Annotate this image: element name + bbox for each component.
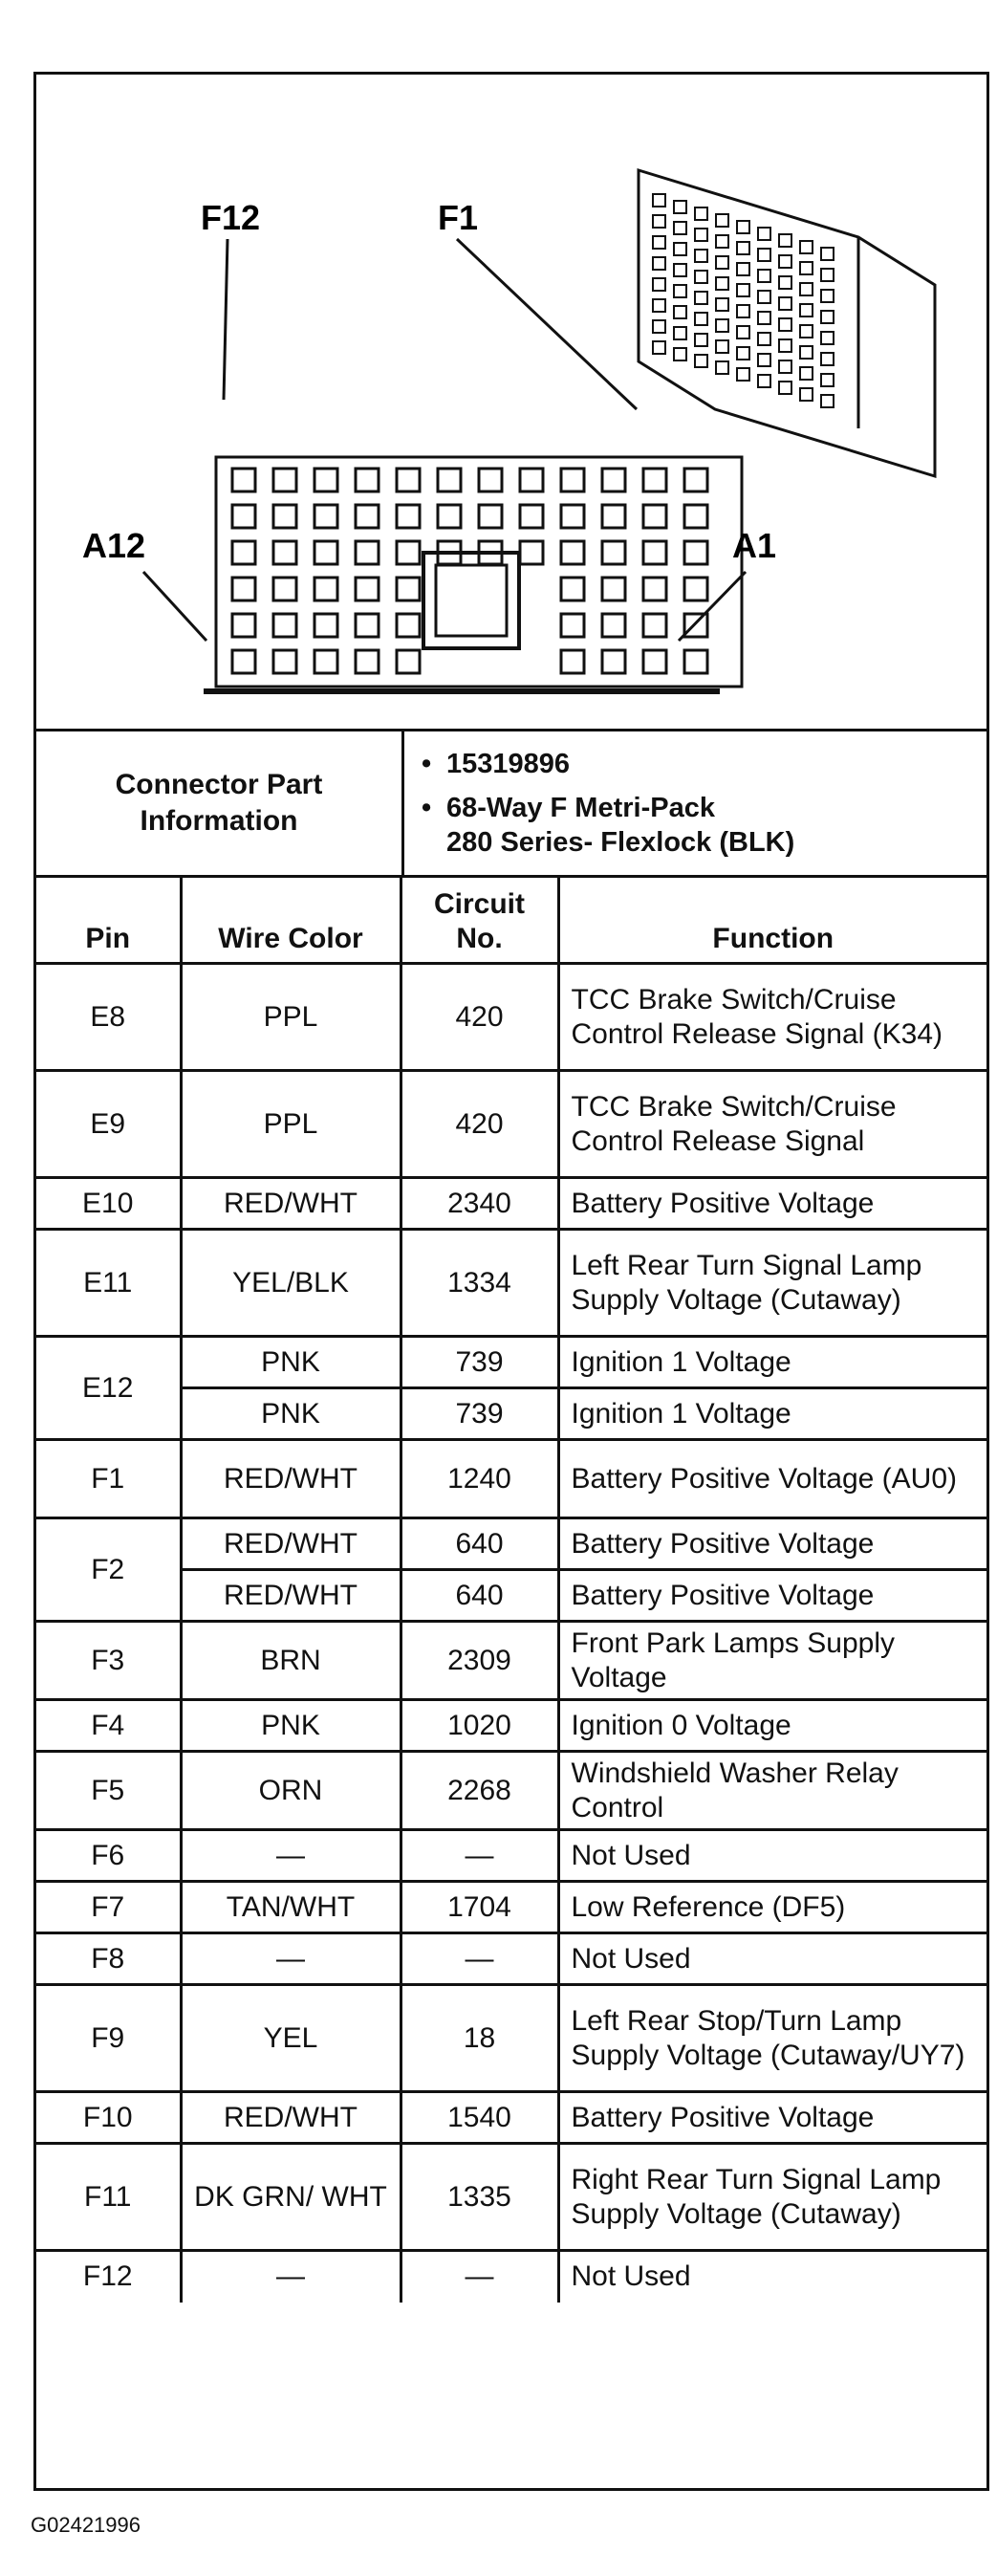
function-cell: Not Used [558,1933,986,1985]
pin-cavity [356,650,379,673]
table-row [36,1178,986,1230]
leader-f1 [457,239,637,409]
table-row [36,1337,986,1388]
pin-cavity [232,650,255,673]
function-cell: Battery Positive Voltage [558,2092,986,2144]
pin-cavity [356,505,379,528]
pin-cavity [232,541,255,564]
pin-cavity [273,650,296,673]
pin-cavity [314,541,337,564]
function-cell: Low Reference (DF5) [558,1882,986,1933]
table-row [36,1985,986,2092]
connector-sheet [33,72,989,2491]
circuit-cell: 1704 [401,1882,558,1933]
table-row [36,2092,986,2144]
table-row [36,1622,986,1700]
connector-isometric-view [639,170,935,476]
pin-cavity [520,469,543,491]
pin-cavity [561,505,584,528]
part-number: 15319896 [446,749,571,779]
circuit-cell: 640 [401,1518,558,1570]
table-row [36,1230,986,1337]
circuit-cell: 420 [401,1071,558,1178]
wire-color-cell: BRN [181,1622,401,1700]
pin-cavity [273,614,296,637]
pin-cavity [561,469,584,491]
pin-cavity [273,469,296,491]
connector-center-lock [423,553,519,648]
wire-color-cell: DK GRN/ WHT [181,2144,401,2251]
pin-cavity [356,469,379,491]
pin-cell: E11 [36,1230,181,1337]
pin-cavity [684,614,707,637]
pin-cell: E9 [36,1071,181,1178]
pin-cavity [643,469,666,491]
table-row [36,2144,986,2251]
pin-cavity [356,614,379,637]
connector-info-details: • 15319896 • 68-Way F Metri-Pack 280 Series- Flexlock (BLK) [422,749,795,858]
circuit-cell: 18 [401,1985,558,2092]
function-cell: Windshield Washer Relay Control [558,1752,986,1830]
pin-cavity [561,650,584,673]
function-cell: Battery Positive Voltage (AU0) [558,1440,986,1518]
function-cell: Left Rear Turn Signal Lamp Supply Voltage (Cutaway) [558,1230,986,1337]
pin-cell: F6 [36,1830,181,1882]
circuit-cell: 739 [401,1388,558,1440]
pin-cavity [232,469,255,491]
pin-cavity [684,650,707,673]
circuit-cell: — [401,2251,558,2303]
header-circuit-no: Circuit No. [401,878,558,964]
pin-cell: F11 [36,2144,181,2251]
pin-cavity [643,578,666,600]
label-f1: F1 [438,198,479,237]
function-cell: Ignition 1 Voltage [558,1388,986,1440]
table-row [36,1700,986,1752]
pin-cavity [561,541,584,564]
circuit-cell: 1020 [401,1700,558,1752]
function-cell: TCC Brake Switch/Cruise Control Release Signal (K34) [558,964,986,1071]
leader-f12 [224,239,228,400]
function-cell: Right Rear Turn Signal Lamp Supply Voltage (Cutaway) [558,2144,986,2251]
pin-cavity [232,614,255,637]
pin-cavity [273,505,296,528]
circuit-cell: 1335 [401,2144,558,2251]
connector-face-drawing [36,75,986,729]
pin-cavity [561,578,584,600]
wire-color-cell: PPL [181,1071,401,1178]
pin-cell: F12 [36,2251,181,2303]
wire-color-cell: PNK [181,1388,401,1440]
table-row [36,1071,986,1178]
pin-cavity [643,541,666,564]
leader-a12 [143,572,206,641]
function-cell: Ignition 0 Voltage [558,1700,986,1752]
pin-cell: F3 [36,1622,181,1700]
wire-color-cell: RED/WHT [181,1518,401,1570]
pin-cavity [314,650,337,673]
figure-code: G02421996 [31,2513,141,2537]
pin-cavity [314,578,337,600]
table-row [36,2251,986,2303]
pin-cavity [602,578,625,600]
pin-cavity [397,650,420,673]
pin-cavity [397,614,420,637]
isometric-housing [639,170,935,476]
header-pin: Pin [36,878,181,964]
header-function: Function [558,878,986,964]
pin-cavity [356,541,379,564]
pin-cell: F10 [36,2092,181,2144]
pin-cell: E10 [36,1178,181,1230]
pin-cavity [684,541,707,564]
pin-cell: F9 [36,1985,181,2092]
pin-cavity [356,578,379,600]
circuit-cell: 2268 [401,1752,558,1830]
table-row [36,1440,986,1518]
label-a1: A1 [732,526,777,565]
pin-cell: F1 [36,1440,181,1518]
wire-color-cell: — [181,2251,401,2303]
function-cell: Left Rear Stop/Turn Lamp Supply Voltage (Cutaway/UY7) [558,1985,986,2092]
table-row [36,1752,986,1830]
circuit-cell: 640 [401,1570,558,1622]
function-cell: Battery Positive Voltage [558,1570,986,1622]
pin-cavity [438,505,461,528]
function-cell: Battery Positive Voltage [558,1178,986,1230]
label-a12: A12 [82,526,146,565]
pinout-table [36,878,986,2303]
wire-color-cell: PNK [181,1337,401,1388]
wire-color-cell: ORN [181,1752,401,1830]
pin-cavity [397,469,420,491]
pin-cell: E12 [36,1337,181,1440]
wire-color-cell: — [181,1830,401,1882]
circuit-cell: 1240 [401,1440,558,1518]
pin-cell: E8 [36,964,181,1071]
pin-cavity [520,505,543,528]
connector-pin-grid [204,457,742,691]
function-cell: Ignition 1 Voltage [558,1337,986,1388]
header-wire-color: Wire Color [181,878,401,964]
pin-cell: F7 [36,1882,181,1933]
table-header-row [36,878,986,964]
pin-cavity [273,541,296,564]
wire-color-cell: PPL [181,964,401,1071]
pin-cavity [397,505,420,528]
pin-cavity [479,469,502,491]
pin-cavity [684,469,707,491]
pin-cavity [643,650,666,673]
pin-cavity [602,614,625,637]
function-cell: Not Used [558,1830,986,1882]
connector-part-information [36,731,986,878]
wire-color-cell: RED/WHT [181,2092,401,2144]
table-row [36,1882,986,1933]
pin-cavity [479,505,502,528]
pin-cell: F2 [36,1518,181,1622]
leader-a1 [679,572,746,641]
connector-diagram [36,75,986,731]
pin-cavity [232,578,255,600]
wire-color-cell: RED/WHT [181,1178,401,1230]
connector-type: 68-Way F Metri-Pack 280 Series- Flexlock (BLK) [446,793,795,858]
pin-cavity [314,469,337,491]
function-cell: TCC Brake Switch/Cruise Control Release Signal [558,1071,986,1178]
pin-cell: F5 [36,1752,181,1830]
connector-info-heading: Connector Part Information [36,731,404,875]
wire-color-cell: RED/WHT [181,1440,401,1518]
pin-cavity [684,505,707,528]
pin-cavity [438,469,461,491]
pin-cavity [397,578,420,600]
circuit-cell: 2309 [401,1622,558,1700]
circuit-cell: — [401,1830,558,1882]
pin-cell: F4 [36,1700,181,1752]
wire-color-cell: PNK [181,1700,401,1752]
wire-color-cell: TAN/WHT [181,1882,401,1933]
wire-color-cell: YEL/BLK [181,1230,401,1337]
circuit-cell: 1540 [401,2092,558,2144]
pin-cavity [602,505,625,528]
circuit-cell: — [401,1933,558,1985]
wire-color-cell: RED/WHT [181,1570,401,1622]
table-row [36,1518,986,1570]
table-row [36,1933,986,1985]
pin-cavity [643,614,666,637]
circuit-cell: 739 [401,1337,558,1388]
circuit-cell: 2340 [401,1178,558,1230]
pin-cavity [684,578,707,600]
wire-color-cell: — [181,1933,401,1985]
pin-cavity [602,541,625,564]
function-cell: Front Park Lamps Supply Voltage [558,1622,986,1700]
wire-color-cell: YEL [181,1985,401,2092]
pin-cavity [520,541,543,564]
pin-cavity [232,505,255,528]
pin-cavity [602,469,625,491]
pin-cavity [397,541,420,564]
table-row [36,1830,986,1882]
pin-cavity [602,650,625,673]
pin-cavity [314,505,337,528]
pin-cell: F8 [36,1933,181,1985]
pin-cavity [643,505,666,528]
circuit-cell: 420 [401,964,558,1071]
table-row [36,964,986,1071]
label-f12: F12 [201,198,261,237]
circuit-cell: 1334 [401,1230,558,1337]
pin-cavity [273,578,296,600]
function-cell: Battery Positive Voltage [558,1518,986,1570]
function-cell: Not Used [558,2251,986,2303]
pin-cavity [561,614,584,637]
pin-cavity [314,614,337,637]
